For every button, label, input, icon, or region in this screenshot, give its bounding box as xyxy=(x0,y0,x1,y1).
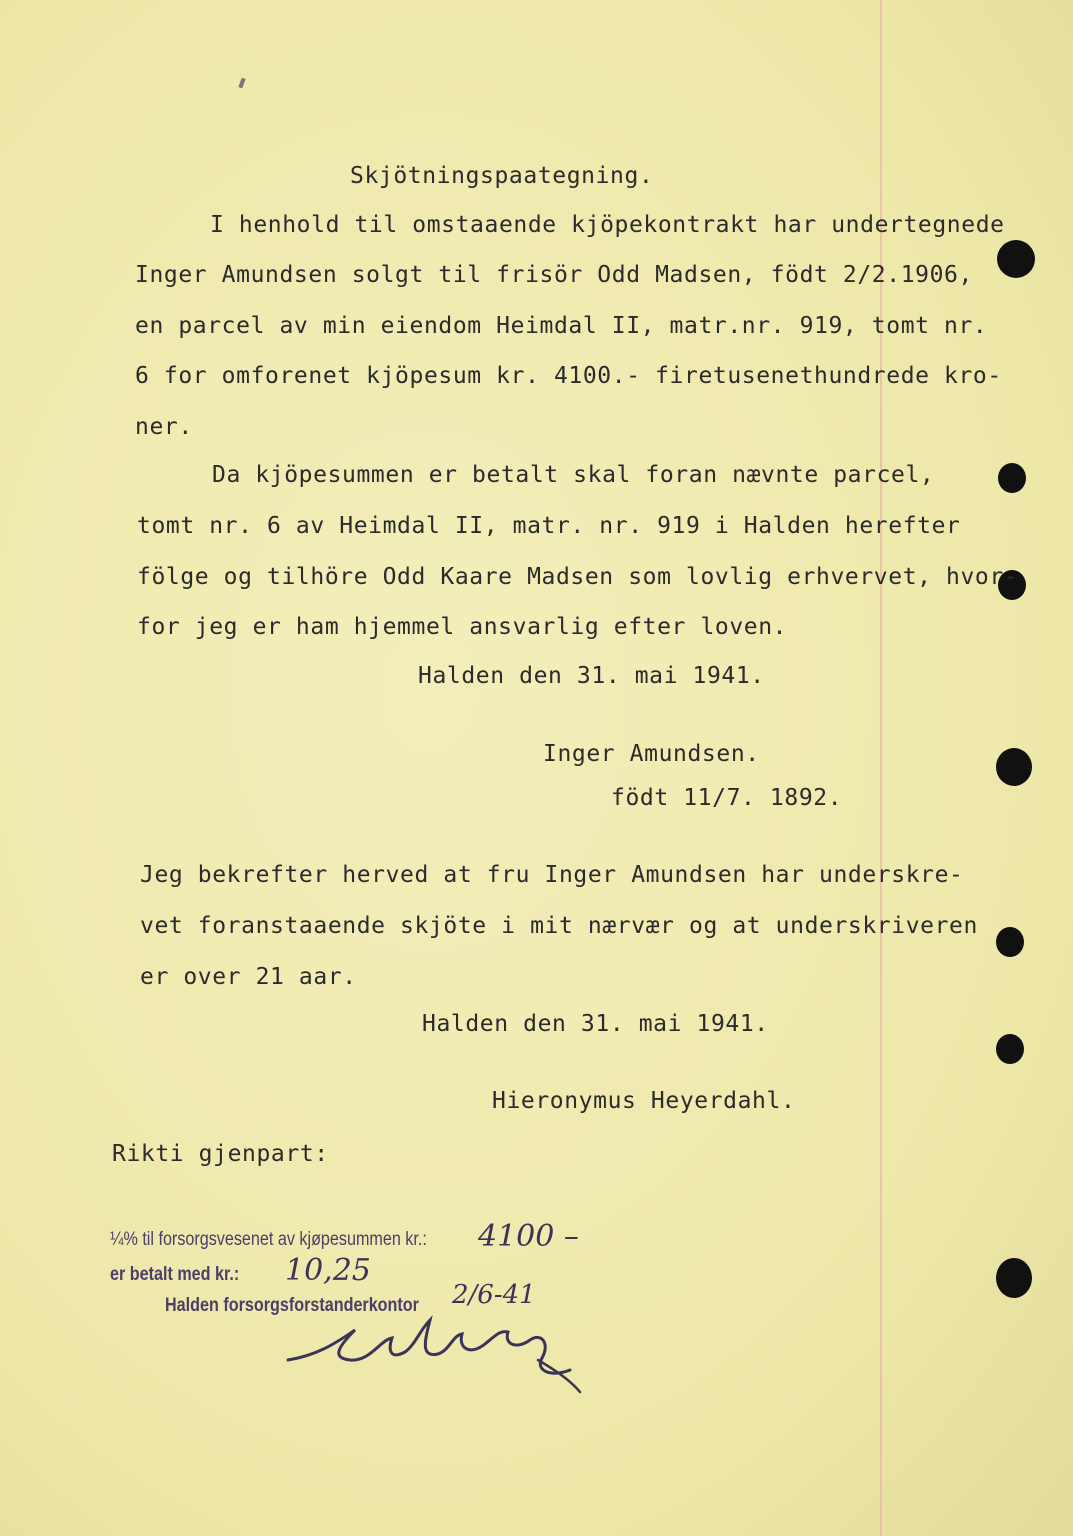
punch-hole xyxy=(996,927,1024,957)
text-line: en parcel av min eiendom Heimdal II, matr.nr. 919, tomt nr. xyxy=(135,313,988,339)
text-line: fölge og tilhöre Odd Kaare Madsen som lovlig erhvervet, hvor- xyxy=(137,564,1019,590)
text-line: tomt nr. 6 av Heimdal II, matr. nr. 919 i Halden herefter xyxy=(137,513,961,539)
text-line: I henhold til omstaaende kjöpekontrakt har undertegnede xyxy=(210,212,1005,238)
stamp-handwritten-date: 2/6-41 xyxy=(452,1280,536,1310)
seller-born: födt 11/7. 1892. xyxy=(611,785,843,811)
stamp-handwritten-amount: 4100 – xyxy=(478,1219,579,1254)
text-line: Jeg bekrefter herved at fru Inger Amundsen har underskre- xyxy=(140,862,964,888)
text-line: Da kjöpesummen er betalt skal foran nævnte parcel, xyxy=(212,462,935,488)
witness-name: Hieronymus Heyerdahl. xyxy=(492,1088,796,1114)
punch-hole xyxy=(998,463,1026,493)
text-line: for jeg er ham hjemmel ansvarlig efter loven. xyxy=(137,614,788,640)
place-date: Halden den 31. mai 1941. xyxy=(422,1011,769,1037)
stamp-line-fee: ¼% til forsorgsvesenet av kjøpesummen kr.: xyxy=(110,1229,427,1250)
stamp-handwritten-paid: 10,25 xyxy=(285,1253,371,1288)
text-line: vet foranstaaende skjöte i mit nærvær og at underskriveren xyxy=(140,913,978,939)
text-line: ner. xyxy=(135,414,193,440)
punch-hole xyxy=(996,1034,1024,1064)
punch-hole xyxy=(996,1258,1032,1298)
text-line: er over 21 aar. xyxy=(140,964,357,990)
punch-hole xyxy=(997,240,1035,278)
stamp-line-paid: er betalt med kr.: xyxy=(110,1264,240,1285)
text-line: Inger Amundsen solgt til frisör Odd Madsen, födt 2/2.1906, xyxy=(135,262,973,288)
stray-mark xyxy=(238,78,245,89)
text-line: 6 for omforenet kjöpesum kr. 4100.- firetusenethundrede kro- xyxy=(135,363,1002,389)
place-date: Halden den 31. mai 1941. xyxy=(418,663,765,689)
punch-hole xyxy=(996,748,1032,786)
copy-note: Rikti gjenpart: xyxy=(112,1141,329,1167)
document-title: Skjötningspaategning. xyxy=(350,163,654,189)
stamp-line-office: Halden forsorgsforstanderkontor xyxy=(165,1295,419,1316)
handwritten-signature xyxy=(280,1300,600,1410)
seller-name: Inger Amundsen. xyxy=(543,741,760,767)
